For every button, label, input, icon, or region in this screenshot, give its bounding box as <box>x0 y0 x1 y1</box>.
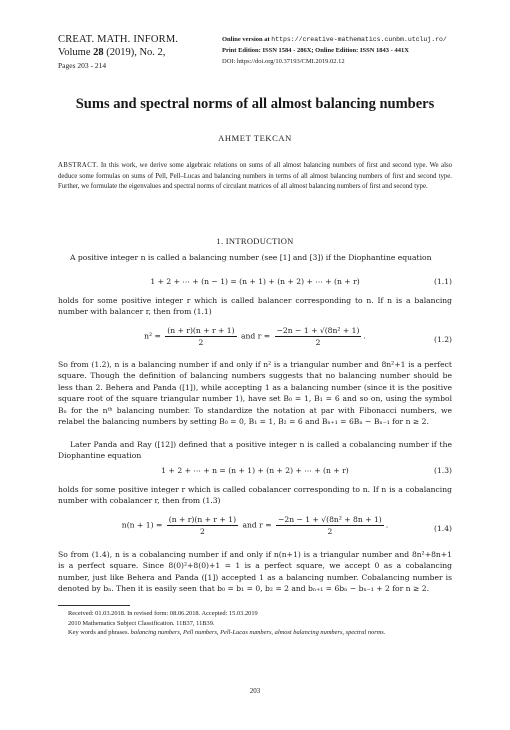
paragraph-4: Later Panda and Ray ([12]) defined that a positive integer n is called a cobalancing number if the Diophantine equation <box>58 440 452 461</box>
author-name: AHMET TEKCAN <box>218 133 292 143</box>
abstract-label: ABSTRACT. <box>58 162 99 169</box>
paragraph-2: holds for some positive integer r which is called balancer corresponding to n. If n is a balancing number with balancer r, then from (1.1) <box>58 296 452 317</box>
equation-1-1: 1 + 2 + ⋯ + (n − 1) = (n + 1) + (n + 2) + ⋯ + (n + r) (1.1) <box>150 277 452 286</box>
equation-number: (1.1) <box>433 277 452 286</box>
footnote-rule <box>58 605 130 606</box>
equation-1-2: n² = $\frac{(n + r)(n + r + 1)}{2}$ and r = $\frac{\text{−2n − 1 + √(8n² + 1)}}{2}$ . (1.2) <box>144 326 452 347</box>
journal-name: CREAT. MATH. INFORM. <box>58 34 179 45</box>
keywords: Key words and phrases. balancing numbers, Pell numbers, Pell-Lucas numbers, almost balancing numbers, spectral norms. <box>68 629 386 637</box>
equation-number: (1.3) <box>433 466 452 475</box>
section-heading: 1. INTRODUCTION <box>216 236 294 246</box>
doi-link[interactable]: DOI: https://doi.org/10.37193/CMI.2019.02.12 <box>222 58 345 65</box>
paragraph-6: So from (1.4), n is a cobalancing number if and only if n(n+1) is a triangular number and 8n²+8n+1 is a perfect square. Since 8(0)²+8(0)+1 = 1 is a perfect square, we accept 0 as a cobalancing number, just like Behera and Panda ([1]) accepted 1 as a balancing number. Cobalancing number is denoted by bₙ. Then it is easily seen that b₀ = b₁ = 0, b₂ = 2 and bₙ₊₁ = 6bₙ − bₙ₋₁ + 2 for n ≥ 2. <box>58 550 452 594</box>
issn-line: Print Edition: ISSN 1584 - 286X; Online Edition: ISSN 1843 - 441X <box>222 47 409 54</box>
online-url-link[interactable]: https://creative-mathematics.cunbm.utcluj.ro/ <box>271 36 447 43</box>
paragraph-3: So from (1.2), n is a balancing number if and only if n² is a triangular number and 8n²+1 is a perfect square. Though the definition of balancing numbers suggests that no balancing number should be less than 2. Behera and Panda ([1]), while accepting 1 as a balancing number (since it is the positive square root of the square triangular number 1), have set B₀ = 1, B₁ = 6 and so on, using the symbol Bₙ for the nᵗʰ balancing number. To standardize the notation at par with Fibonacci numbers, we relabel the balancing numbers by setting B₀ = 0, B₁ = 1, B₂ = 6 and Bₙ₊₁ = 6Bₙ − Bₙ₋₁ for n ≥ 2. <box>58 360 452 427</box>
online-version: Online version at https://creative-mathematics.cunbm.utcluj.ro/ <box>222 36 447 43</box>
paragraph-1: A positive integer n is called a balancing number (see [1] and [3]) if the Diophantine equation <box>70 253 432 262</box>
page-number: 203 <box>249 687 261 695</box>
footnotes <box>58 609 452 638</box>
equation-number: (1.2) <box>433 335 452 344</box>
msc-classification: 2010 Mathematics Subject Classification. 11B37, 11B39. <box>68 619 215 627</box>
paper-title: Sums and spectral norms of all almost balancing numbers <box>75 96 435 112</box>
abstract <box>58 161 452 193</box>
abstract-text: In this work, we derive some algebraic relations on sums of all almost balancing numbers of first and second type. We also deduce some formulas on sums of Pell, Pell–Lucas and balancing numbers in terms of all almost balancing numbers of first and second type. Further, we formulate the eigenvalues and spectral norms of circulant matrices of all almost balancing numbers of first and second type. <box>58 162 452 191</box>
received-dates: Received: 01.03.2018. In revised form: 08.06.2018. Accepted: 15.03.2019 <box>68 610 258 617</box>
equation-number: (1.4) <box>433 524 452 533</box>
journal-pages: Pages 203 - 214 <box>58 61 107 70</box>
equation-1-4: n(n + 1) = $\frac{(n + r)(n + r + 1)}{2}$ and r = $\frac{\text{−2n − 1 + √(8n² + 8n + 1)}}{2}$ . (1.4) <box>121 515 452 536</box>
journal-header <box>58 33 178 71</box>
equation-1-3: 1 + 2 + ⋯ + n = (n + 1) + (n + 2) + ⋯ + (n + r) (1.3) <box>161 466 452 475</box>
journal-volume: Volume 28 (2019), No. 2, <box>58 47 166 58</box>
paragraph-5: holds for some positive integer r which is called cobalancer corresponding to n. If n is a cobalancing number with cobalancer r, then from (1.3) <box>58 485 452 506</box>
publication-info <box>222 34 447 67</box>
